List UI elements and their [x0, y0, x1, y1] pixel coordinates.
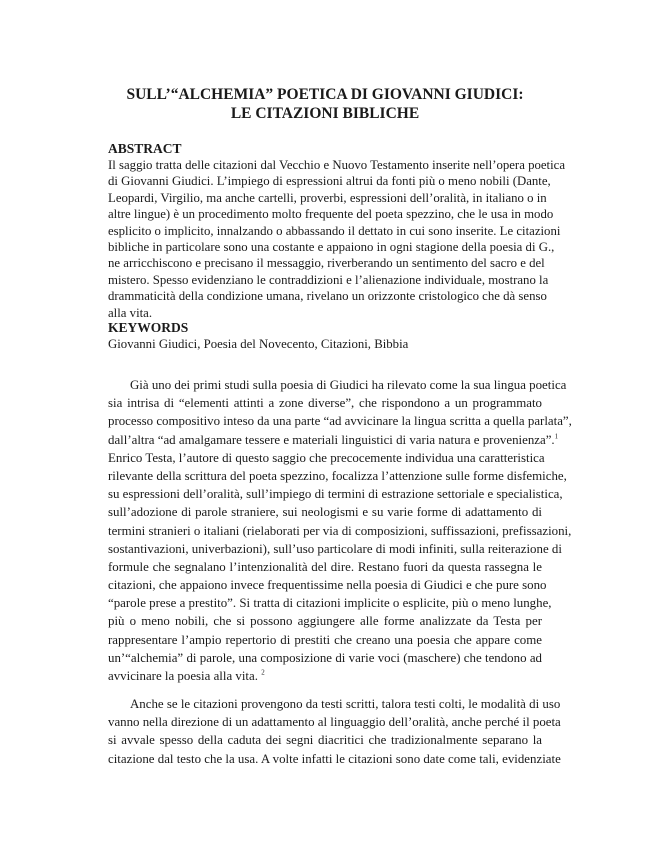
keywords-heading: KEYWORDS: [108, 320, 189, 335]
abstract-line: bibliche in particolare sono una costante e appaiono in ogni stagione della poesia di G.,: [108, 239, 555, 254]
abstract-line: di Giovanni Giudici. L’impiego di espressioni altrui da fonti più o meno nobili (Dante,: [108, 174, 551, 189]
body-line: un’“alchemia” di parole, una composizione di varie voci (maschere) che tendono ad: [108, 650, 542, 665]
abstract-line: Il saggio tratta delle citazioni dal Vecchio e Nuovo Testamento inserite nell’opera poetica: [108, 158, 566, 172]
abstract-line: Leopardi, Virgilio, ma anche cartelli, proverbi, espressioni dell’oralità, in italiano o in: [108, 190, 547, 205]
body-line: si avvale spesso della caduta dei segni diacritici che tradizionalmente separano la: [108, 733, 542, 748]
title-line-2: LE CITAZIONI BIBLICHE: [230, 105, 420, 122]
keywords-line: Giovanni Giudici, Poesia del Novecento, Citazioni, Bibbia: [108, 337, 409, 351]
title-line-1: SULL’“ALCHEMIA” POETICA DI GIOVANNI GIUDICI:: [126, 86, 524, 103]
body-line-with-footnote: [108, 667, 542, 685]
body-line: “parole prese a prestito”. Si tratta di citazioni implicite o esplicite, più o meno lunghe,: [108, 596, 552, 611]
body-line: citazione dal testo che la usa. A volte infatti le citazioni sono date come tali, evidenziate: [108, 751, 561, 766]
abstract-line: alla vita.: [108, 305, 153, 320]
body-line: sull’adozione di parole straniere, sui neologismi e su varie forme di adattamento di: [108, 505, 542, 520]
body-line: termini stranieri o italiani (rielaborati per via di composizioni, suffissazioni, prefissazioni,: [108, 523, 572, 538]
abstract-line: ne arricchiscono e precisano il messaggio, riverberando un sentimento del sacro e del: [108, 256, 545, 271]
body-line: avvicinare la poesia alla vita.: [108, 669, 258, 683]
body-line: processo compositivo inteso da una parte “ad avvicinare la lingua scritta a quella parlata”,: [108, 414, 572, 429]
body-line: Già uno dei primi studi sulla poesia di Giudici ha rilevato come la sua lingua poetica: [130, 378, 567, 392]
body-line: rappresentare l’ampio repertorio di prestiti che creano una poesia che appare come: [108, 632, 542, 647]
body-line: Enrico Testa, l’autore di questo saggio che precocemente individua una caratteristica: [108, 450, 545, 465]
abstract-heading: ABSTRACT: [108, 141, 182, 156]
footnote-ref-1[interactable]: 1: [554, 432, 559, 441]
footnote-ref-2[interactable]: 2: [261, 668, 265, 677]
body-paragraph-1: [108, 376, 572, 685]
body-line: sostantivazioni, univerbazioni), sull’uso particolare di modi infiniti, sulla reiterazione di: [108, 541, 562, 556]
body-line: rilevante della scrittura del poeta spezzino, focalizza l’attenzione sulle forme disfemiche,: [108, 468, 567, 483]
body-line: Anche se le citazioni provengono da testi scritti, talora testi colti, le modalità di uso: [130, 697, 561, 711]
body-line: su espressioni dell’oralità, sull’impiego di termini di estrazione settoriale e specialistica,: [108, 487, 563, 502]
abstract-line: esplicito o implicito, innalzando o abbassando il dettato in cui sono inserite. Le citazioni: [108, 223, 561, 238]
abstract-line: drammaticità della condizione umana, rivelano un orizzonte cristologico che dà senso: [108, 289, 547, 304]
body-line: citazioni, che appaiono invece frequentissime nella poesia di Giudici e che pure sono: [108, 578, 547, 593]
keywords-text: [108, 336, 542, 352]
abstract-line: altre lingue) è un procedimento molto frequente del poeta spezzino, che le usa in modo: [108, 207, 554, 222]
abstract-text: [108, 157, 566, 321]
body-line: sia intrisa di “elementi attinti a zone diverse”, che rispondono a un programmato: [108, 396, 542, 411]
body-paragraph-2: [108, 695, 561, 768]
body-line-with-footnote: [108, 431, 559, 449]
page-title: [100, 85, 550, 123]
body-line: più o meno nobili, che si possono aggiungere alle forme analizzate da Testa per: [108, 614, 542, 629]
body-line: formule che segnalano l’intenzionalità del dire. Restano fuori da questa rassegna le: [108, 559, 542, 574]
body-line: vanno nella direzione di un adattamento al linguaggio dell’oralità, anche perché il poeta: [108, 715, 561, 730]
abstract-line: mistero. Spesso evidenziano le contraddizioni e l’alienazione individuale, mostrano la: [108, 272, 549, 287]
body-line: dall’altra “ad amalgamare tessere e materiali linguistici di varia natura e provenienza”.: [108, 432, 555, 447]
